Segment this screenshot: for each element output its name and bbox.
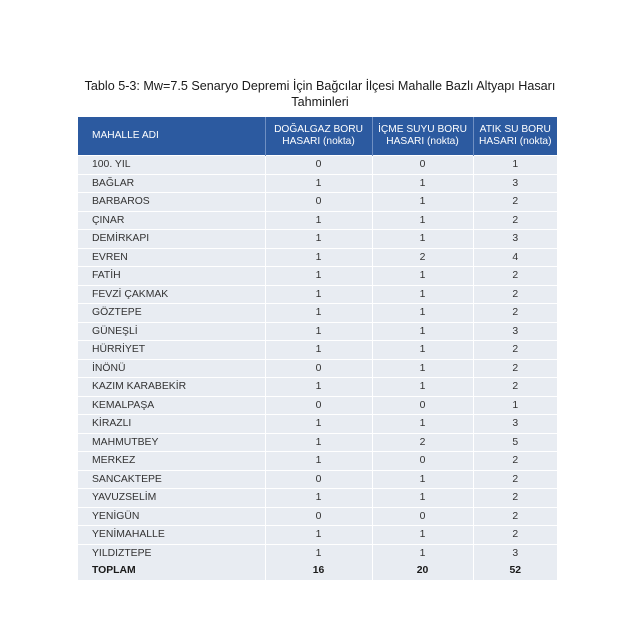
wastewater-damage-cell: 2: [473, 378, 557, 397]
wastewater-damage-cell: 2: [473, 359, 557, 378]
water-damage-cell: 1: [372, 267, 473, 286]
wastewater-damage-cell: 2: [473, 341, 557, 360]
neighborhood-name-cell: BARBAROS: [78, 193, 265, 212]
wastewater-damage-cell: 2: [473, 452, 557, 471]
table-row: [78, 489, 557, 508]
header-label: MAHALLE ADI: [92, 130, 159, 141]
water-damage-cell: 0: [372, 452, 473, 471]
water-damage-cell: 0: [372, 156, 473, 175]
gas-damage-cell: 1: [265, 452, 372, 471]
gas-damage-cell: 0: [265, 156, 372, 175]
header-water-pipe-damage: [372, 117, 473, 156]
gas-damage-cell: 1: [265, 285, 372, 304]
header-label-line1: ATIK SU BORU: [479, 124, 551, 135]
total-label: TOPLAM: [78, 562, 265, 580]
table-row: [78, 507, 557, 526]
neighborhood-name-cell: KEMALPAŞA: [78, 396, 265, 415]
neighborhood-name-cell: MERKEZ: [78, 452, 265, 471]
wastewater-damage-cell: 2: [473, 267, 557, 286]
neighborhood-name-cell: YAVUZSELİM: [78, 489, 265, 508]
water-damage-cell: 1: [372, 230, 473, 249]
wastewater-damage-cell: 2: [473, 285, 557, 304]
gas-damage-cell: 1: [265, 415, 372, 434]
wastewater-damage-cell: 3: [473, 322, 557, 341]
wastewater-damage-cell: 3: [473, 415, 557, 434]
neighborhood-name-cell: SANCAKTEPE: [78, 470, 265, 489]
table-row: [78, 341, 557, 360]
neighborhood-name-cell: YILDIZTEPE: [78, 544, 265, 562]
wastewater-damage-cell: 5: [473, 433, 557, 452]
table-row: [78, 248, 557, 267]
total-row: [78, 562, 557, 580]
table-row: [78, 156, 557, 175]
gas-damage-cell: 1: [265, 267, 372, 286]
wastewater-damage-cell: 3: [473, 544, 557, 562]
water-damage-cell: 0: [372, 507, 473, 526]
header-neighborhood-name: [78, 117, 265, 156]
wastewater-damage-cell: 1: [473, 396, 557, 415]
damage-table-container: [78, 117, 557, 580]
header-row: [78, 117, 557, 156]
table-header: [78, 117, 557, 156]
water-damage-cell: 1: [372, 285, 473, 304]
total-gas: 16: [265, 562, 372, 580]
caption-line-2: Tahminleri: [291, 95, 349, 109]
water-damage-cell: 1: [372, 211, 473, 230]
table-row: [78, 359, 557, 378]
neighborhood-name-cell: GÖZTEPE: [78, 304, 265, 323]
table-row: [78, 322, 557, 341]
neighborhood-name-cell: KİRAZLI: [78, 415, 265, 434]
water-damage-cell: 1: [372, 526, 473, 545]
water-damage-cell: 1: [372, 193, 473, 212]
gas-damage-cell: 1: [265, 526, 372, 545]
gas-damage-cell: 1: [265, 378, 372, 397]
table-row: [78, 470, 557, 489]
table-row: [78, 267, 557, 286]
table-row: [78, 433, 557, 452]
water-damage-cell: 1: [372, 470, 473, 489]
neighborhood-name-cell: İNÖNÜ: [78, 359, 265, 378]
water-damage-cell: 2: [372, 248, 473, 267]
table-row: [78, 378, 557, 397]
water-damage-cell: 0: [372, 396, 473, 415]
table-row: [78, 452, 557, 471]
wastewater-damage-cell: 2: [473, 489, 557, 508]
wastewater-damage-cell: 2: [473, 211, 557, 230]
gas-damage-cell: 1: [265, 174, 372, 193]
damage-table: [78, 117, 557, 580]
wastewater-damage-cell: 2: [473, 470, 557, 489]
water-damage-cell: 1: [372, 378, 473, 397]
water-damage-cell: 1: [372, 341, 473, 360]
table-row: [78, 526, 557, 545]
gas-damage-cell: 1: [265, 341, 372, 360]
gas-damage-cell: 1: [265, 322, 372, 341]
table-row: [78, 230, 557, 249]
gas-damage-cell: 1: [265, 304, 372, 323]
header-wastewater-pipe-damage: [473, 117, 557, 156]
gas-damage-cell: 0: [265, 359, 372, 378]
gas-damage-cell: 1: [265, 489, 372, 508]
total-water: 20: [372, 562, 473, 580]
header-label-line2: HASARI (nokta): [386, 136, 459, 147]
gas-damage-cell: 1: [265, 433, 372, 452]
water-damage-cell: 1: [372, 544, 473, 562]
water-damage-cell: 1: [372, 359, 473, 378]
neighborhood-name-cell: YENİMAHALLE: [78, 526, 265, 545]
water-damage-cell: 1: [372, 322, 473, 341]
gas-damage-cell: 1: [265, 544, 372, 562]
gas-damage-cell: 0: [265, 507, 372, 526]
header-label-line2: HASARI (nokta): [479, 136, 552, 147]
header-gas-pipe-damage: [265, 117, 372, 156]
neighborhood-name-cell: 100. YIL: [78, 156, 265, 175]
neighborhood-name-cell: KAZIM KARABEKİR: [78, 378, 265, 397]
wastewater-damage-cell: 2: [473, 304, 557, 323]
neighborhood-name-cell: FEVZİ ÇAKMAK: [78, 285, 265, 304]
gas-damage-cell: 0: [265, 396, 372, 415]
wastewater-damage-cell: 2: [473, 507, 557, 526]
gas-damage-cell: 1: [265, 248, 372, 267]
table-row: [78, 211, 557, 230]
neighborhood-name-cell: ÇINAR: [78, 211, 265, 230]
header-label-line1: İÇME SUYU BORU: [378, 124, 467, 135]
table-caption: [40, 78, 600, 110]
neighborhood-name-cell: MAHMUTBEY: [78, 433, 265, 452]
header-label-line1: DOĞALGAZ BORU: [274, 124, 363, 135]
gas-damage-cell: 0: [265, 193, 372, 212]
gas-damage-cell: 1: [265, 230, 372, 249]
wastewater-damage-cell: 3: [473, 230, 557, 249]
water-damage-cell: 1: [372, 415, 473, 434]
gas-damage-cell: 1: [265, 211, 372, 230]
neighborhood-name-cell: YENİGÜN: [78, 507, 265, 526]
table-row: [78, 193, 557, 212]
table-row: [78, 415, 557, 434]
water-damage-cell: 1: [372, 489, 473, 508]
table-body: [78, 156, 557, 580]
table-row: [78, 544, 557, 562]
wastewater-damage-cell: 4: [473, 248, 557, 267]
neighborhood-name-cell: GÜNEŞLİ: [78, 322, 265, 341]
header-label-line2: HASARI (nokta): [282, 136, 355, 147]
water-damage-cell: 2: [372, 433, 473, 452]
gas-damage-cell: 0: [265, 470, 372, 489]
neighborhood-name-cell: FATİH: [78, 267, 265, 286]
neighborhood-name-cell: DEMİRKAPI: [78, 230, 265, 249]
wastewater-damage-cell: 1: [473, 156, 557, 175]
neighborhood-name-cell: BAĞLAR: [78, 174, 265, 193]
table-row: [78, 396, 557, 415]
neighborhood-name-cell: EVREN: [78, 248, 265, 267]
caption-line-1: Tablo 5-3: Mw=7.5 Senaryo Depremi İçin Bağcılar İlçesi Mahalle Bazlı Altyapı Hasarı: [84, 79, 556, 93]
table-row: [78, 304, 557, 323]
neighborhood-name-cell: HÜRRİYET: [78, 341, 265, 360]
table-row: [78, 285, 557, 304]
water-damage-cell: 1: [372, 304, 473, 323]
wastewater-damage-cell: 2: [473, 526, 557, 545]
total-waste: 52: [473, 562, 557, 580]
wastewater-damage-cell: 2: [473, 193, 557, 212]
wastewater-damage-cell: 3: [473, 174, 557, 193]
table-row: [78, 174, 557, 193]
water-damage-cell: 1: [372, 174, 473, 193]
